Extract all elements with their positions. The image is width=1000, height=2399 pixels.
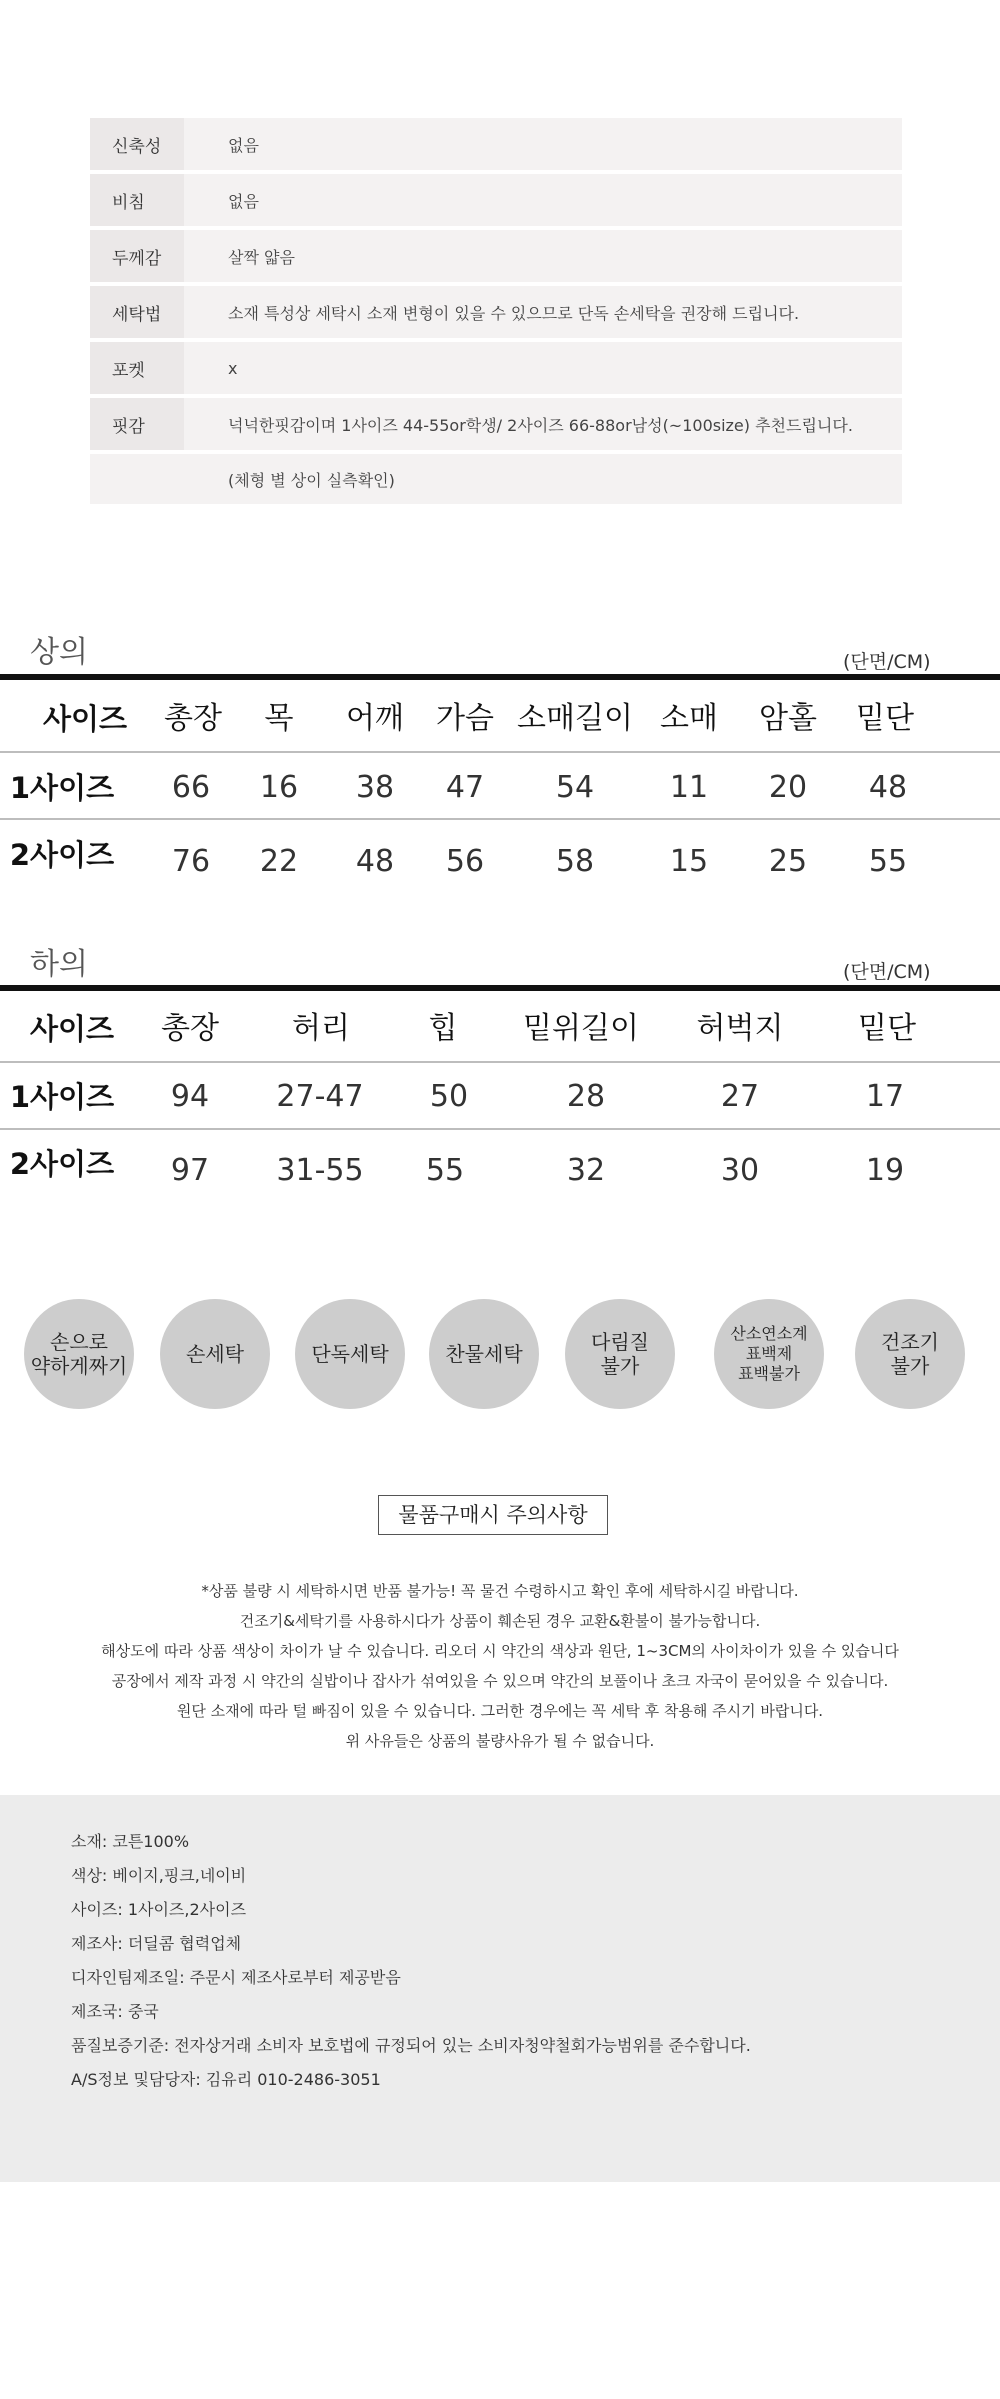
property-value: 소재 특성상 세탁시 소재 변형이 있을 수 있으므로 단독 손세탁을 권장해 드립니다.: [228, 303, 800, 323]
property-row-transparency: [90, 174, 902, 226]
table-row: [0, 1064, 1000, 1130]
header-cell: 목: [264, 701, 294, 736]
table-cell: 11: [669, 770, 709, 805]
table-cell: 19: [865, 1153, 905, 1188]
header-cell: 허리: [292, 1011, 350, 1046]
property-label: 두께감: [90, 230, 184, 282]
no-dryer-icon: 건조기 불가: [855, 1299, 965, 1409]
table-cell: 22: [259, 844, 299, 879]
header-cell: 총장: [161, 1011, 219, 1046]
caution-line: 원단 소재에 따라 털 빠짐이 있을 수 있습니다. 그러한 경우에는 꼭 세탁 후 착용해 주시기 바랍니다.: [176, 1702, 824, 1720]
table-cell: 31-55: [276, 1153, 364, 1188]
row-divider: [0, 1061, 1000, 1063]
table-cell: 15: [669, 844, 709, 879]
table-cell: 58: [555, 844, 595, 879]
table-cell: 30: [720, 1153, 760, 1188]
property-note-row: [90, 454, 902, 504]
table-row: [0, 1131, 1000, 1197]
table-cell: 66: [171, 770, 211, 805]
property-value: 넉넉한핏감이며 1사이즈 44-55or학생/ 2사이즈 66-88or남성(~100size) 추천드립니다.: [228, 415, 853, 435]
property-note: (체형 별 상이 실측확인): [228, 470, 395, 490]
header-cell: 가슴: [436, 701, 494, 736]
table-cell: 48: [355, 844, 395, 879]
row-divider: [0, 1128, 1000, 1130]
info-line: 품질보증기준: 전자상거래 소비자 보호법에 규정되어 있는 소비자청약철회가능범위를 준수합니다.: [71, 2036, 751, 2055]
info-line: 색상: 베이지,핑크,네이비: [71, 1866, 247, 1885]
table-cell: 55: [425, 1153, 465, 1188]
property-label: 비침: [90, 174, 184, 226]
header-cell: 사이즈: [29, 1012, 115, 1046]
hand-wash-icon: 손세탁: [160, 1299, 270, 1409]
product-info-panel: [0, 1795, 1000, 2182]
table-cell: 38: [355, 770, 395, 805]
row-label: 1사이즈: [9, 771, 115, 805]
caution-title: 물품구매시 주의사항: [378, 1495, 608, 1535]
header-cell: 소매길이: [517, 701, 633, 736]
header-cell: 밑위길이: [523, 1011, 639, 1046]
table-cell: 47: [445, 770, 485, 805]
bottom-table-top-rule: [0, 985, 1000, 991]
header-cell: 총장: [164, 701, 222, 736]
no-oxygen-bleach-icon: 산소연소계 표백제 표백불가: [714, 1299, 824, 1409]
row-divider: [0, 751, 1000, 753]
property-row-elasticity: [90, 118, 902, 170]
header-cell: 힙: [428, 1011, 458, 1046]
table-row: [0, 755, 1000, 821]
table-cell: 27: [720, 1079, 760, 1114]
header-cell: 소매: [660, 701, 718, 736]
bottom-size-unit: (단면/CM): [843, 961, 931, 983]
table-cell: 55: [868, 844, 908, 879]
table-cell: 54: [555, 770, 595, 805]
property-label-empty: [90, 454, 184, 504]
header-cell: 허벅지: [696, 1011, 784, 1046]
property-value: x: [228, 358, 238, 378]
top-table-top-rule: [0, 674, 1000, 680]
table-row: [0, 822, 1000, 888]
header-cell: 암홀: [759, 701, 817, 736]
header-cell: 밑단: [856, 701, 914, 736]
product-properties-table: [90, 118, 902, 508]
bottom-size-title: 하의: [30, 947, 88, 982]
info-line: A/S정보 및담당자: 김유리 010-2486-3051: [71, 2070, 381, 2089]
table-cell: 17: [865, 1079, 905, 1114]
table-cell: 97: [170, 1153, 210, 1188]
caution-line: 위 사유들은 상품의 불량사유가 될 수 없습니다.: [345, 1732, 655, 1750]
property-row-fit: [90, 398, 902, 450]
property-row-pocket: [90, 342, 902, 394]
caution-notice: [0, 1576, 1000, 1756]
header-cell: 어깨: [346, 701, 404, 736]
table-cell: 48: [868, 770, 908, 805]
caution-line: 건조기&세탁기를 사용하시다가 상품이 훼손된 경우 교환&환불이 불가능합니다.: [239, 1612, 761, 1630]
table-cell: 16: [259, 770, 299, 805]
property-label: 포켓: [90, 342, 184, 394]
table-cell: 20: [768, 770, 808, 805]
cold-wash-icon: 찬물세탁: [429, 1299, 539, 1409]
header-cell: 사이즈: [42, 702, 128, 736]
caution-line: 해상도에 따라 상품 색상이 차이가 날 수 있습니다. 리오더 시 약간의 색상과 원단, 1~3CM의 사이차이가 있을 수 있습니다: [101, 1642, 899, 1660]
info-line: 디자인팀제조일: 주문시 제조사로부터 제공받음: [71, 1968, 401, 1987]
row-label: 2사이즈: [9, 1147, 115, 1181]
property-label: 신축성: [90, 118, 184, 170]
table-cell: 32: [566, 1153, 606, 1188]
table-cell: 56: [445, 844, 485, 879]
caution-line: *상품 불량 시 세탁하시면 반품 불가능! 꼭 물건 수령하시고 확인 후에 세탁하시길 바랍니다.: [201, 1582, 799, 1600]
property-value: 없음: [228, 191, 259, 211]
table-cell: 28: [566, 1079, 606, 1114]
table-cell: 76: [171, 844, 211, 879]
property-label: 세탁법: [90, 286, 184, 338]
info-line: 소재: 코튼100%: [71, 1832, 190, 1851]
table-cell: 27-47: [276, 1079, 364, 1114]
row-label: 1사이즈: [9, 1080, 115, 1114]
hand-wring-gently-icon: 손으로 약하게짜기: [24, 1299, 134, 1409]
table-cell: 94: [170, 1079, 210, 1114]
caution-line: 공장에서 제작 과정 시 약간의 실밥이나 잡사가 섞여있을 수 있으며 약간의 보풀이나 초크 자국이 묻어있을 수 있습니다.: [111, 1672, 889, 1690]
info-line: 제조국: 중국: [71, 2002, 159, 2021]
info-line: 제조사: 더딜콤 협력업체: [71, 1934, 242, 1953]
property-row-washing: [90, 286, 902, 338]
product-info-list: [71, 1825, 751, 2097]
property-value: 살짝 얇음: [228, 247, 295, 267]
header-cell: 밑단: [858, 1011, 916, 1046]
info-line: 사이즈: 1사이즈,2사이즈: [71, 1900, 247, 1919]
top-size-title: 상의: [30, 635, 88, 670]
property-label: 핏감: [90, 398, 184, 450]
property-row-thickness: [90, 230, 902, 282]
top-size-unit: (단면/CM): [843, 651, 931, 673]
row-label: 2사이즈: [9, 838, 115, 872]
top-table-header-row: [0, 686, 1000, 752]
bottom-table-header-row: [0, 996, 1000, 1062]
no-ironing-icon: 다림질 불가: [565, 1299, 675, 1409]
property-value: 없음: [228, 135, 259, 155]
wash-separately-icon: 단독세탁: [295, 1299, 405, 1409]
table-cell: 50: [429, 1079, 469, 1114]
row-divider: [0, 818, 1000, 820]
table-cell: 25: [768, 844, 808, 879]
